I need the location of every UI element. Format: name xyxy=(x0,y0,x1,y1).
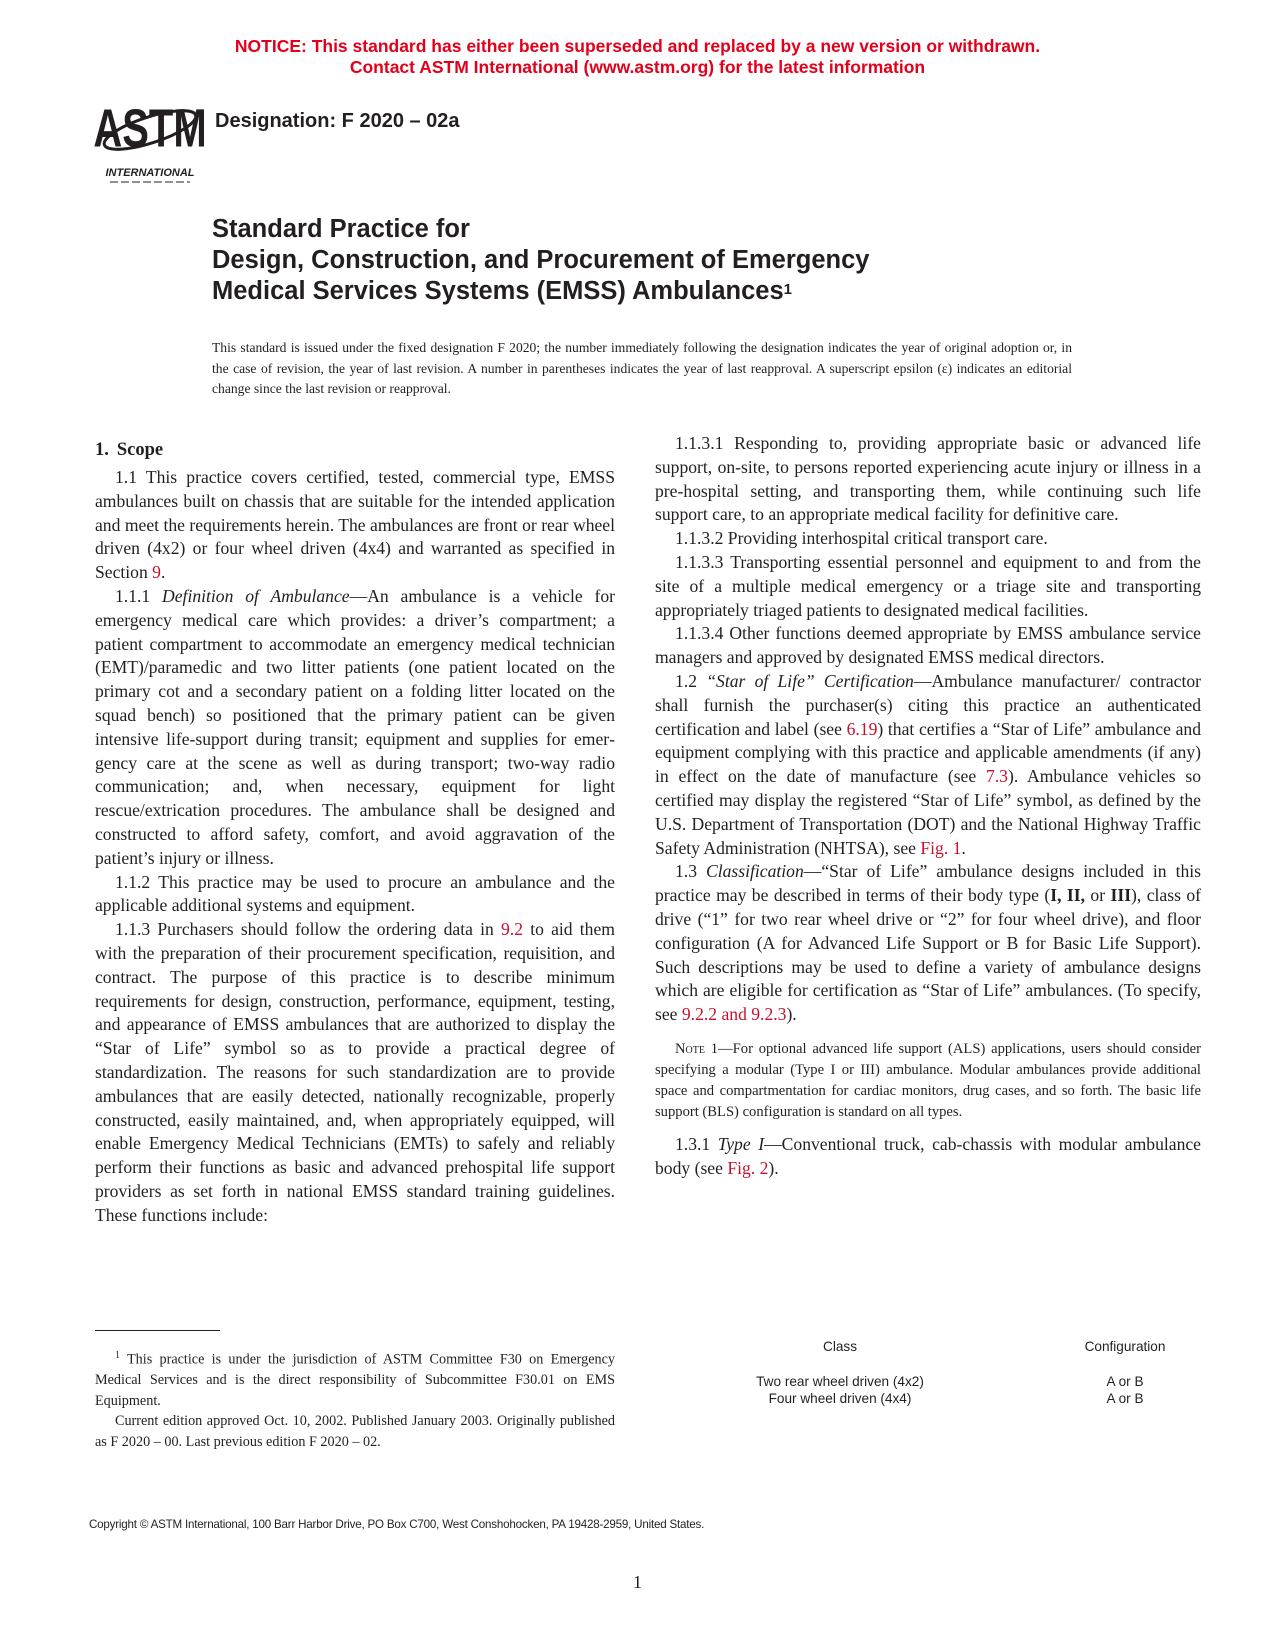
page-title xyxy=(212,214,869,307)
paragraph-1-1-3-4: 1.1.3.4 Other functions deemed appropriate by EMSS ambulance service managers and approved by designated EMSS medical directors. xyxy=(655,623,1201,668)
paragraph-1-1-3-2: 1.1.3.2 Providing interhospital critical transport care. xyxy=(675,528,1048,549)
footnote-jurisdiction: $^1$ This practice is under the jurisdiction of ASTM Committee F30 on Emergency Medical Services and is the direct responsibility of Subcommittee F30.01 on EMS Equipment. xyxy=(95,1350,615,1409)
issuance-statement: This standard is issued under the fixed designation F 2020; the number immediately following the designation indicates the year of original adoption or, in the case of revision, the year of last revision. A number in parentheses indicates the year of last reapproval. A superscript epsilon (ε) indicates an editorial change since the last revision or reapproval. xyxy=(212,340,1072,396)
link-section-9[interactable]: 9 xyxy=(152,562,161,583)
left-column xyxy=(95,437,615,1228)
table-cell: Two rear wheel driven (4x2) xyxy=(756,1374,924,1389)
link-6-19[interactable]: 6.19 xyxy=(846,718,878,739)
title-line-1: Standard Practice for xyxy=(212,215,470,243)
section-heading-scope: 1. Scope xyxy=(95,440,164,460)
paragraph-1-2: 1.2 “Star of Life” Certification—Ambulance manufacturer/ contractor shall furnish the purchaser(s) citing this practice an authenticated certification and label (see 6.19) that certifies a “Star of Life” ambulance and equipment complying with this practice and applicable amendments (if any) in effect on the date of manufacture (see 7.3). Ambulance vehicles so certified may display the registered “Star of Life” symbol, as defined by the U.S. Department of Transportation (DOT) and the National Highway Traffic Safety Administration (NHTSA), see Fig. 1. xyxy=(655,670,1201,858)
title-line-2: Design, Construction, and Procurement of Emergency xyxy=(212,246,870,274)
class-configuration-table xyxy=(690,1338,1260,1407)
footnote xyxy=(95,1346,615,1452)
link-fig-1[interactable]: Fig. 1 xyxy=(920,837,962,858)
column-header-configuration: Configuration xyxy=(1084,1339,1166,1354)
title-line-3: Medical Services Systems (EMSS) Ambulances$^1$ xyxy=(212,277,792,305)
table-row xyxy=(690,1390,1260,1407)
astm-logo-icon xyxy=(94,90,206,190)
link-fig-2[interactable]: Fig. 2 xyxy=(727,1157,769,1178)
svg-text:ASTM: ASTM xyxy=(94,98,206,160)
title-footnote-marker: 1 xyxy=(783,281,792,298)
copyright-notice: Copyright © ASTM International, 100 Barr Harbor Drive, PO Box C700, West Conshohocken, PA 19428-2959, United States. xyxy=(89,1518,705,1531)
notice-line-2: Contact ASTM International (www.astm.org) for the latest information xyxy=(349,57,926,77)
paragraph-1-1-1: 1.1.1 Definition of Ambulance—An ambulance is a vehicle for emergency medical care which provides: a driver’s compartment; a patient compartment to accommodate an emergency medical technician (EMT)/paramedic and two litter patients (one patient located on the primary cot and a secondary patient on a folding litter located on the squad bench) so positioned that the primary patient can be given intensive life-support during transit; equipment and supplies for emergency care at the scene as well as during transport; two-way radio communication; and, when necessary, equipment for light rescue/extrication procedures. The ambulance shall be designed and constructed to afford safety, comfort, and avoid aggravation of the patient’s injury or illness. xyxy=(95,585,615,868)
link-7-3[interactable]: 7.3 xyxy=(985,766,1008,787)
link-9-2-2-and-9-2-3[interactable]: 9.2.2 and 9.2.3 xyxy=(681,1004,787,1025)
table-header-row xyxy=(690,1338,1260,1373)
supersede-notice xyxy=(0,36,1275,78)
designation: Designation: F 2020 – 02a xyxy=(215,110,460,132)
link-9-2[interactable]: 9.2 xyxy=(501,919,523,940)
paragraph-1-1-3: 1.1.3 Purchasers should follow the ordering data in 9.2 to aid them with the preparation of their procurement specification, requisition, and contract. The purpose of this practice is to describe minimum requirements for design, construction, performance, equipment, testing, and appearance of EMSS ambulances that are authorized to display the “Star of Life” symbol so as to provide a practical degree of standardization. The reasons for such standardization are to provide ambulances that are easily detected, nationally recognizable, properly constructed, easily maintained, and, when appropriately equipped, will enable Emergency Medical Technicians (EMTs) to safely and reliably perform their functions as basic and advanced prehospital life support providers as set forth in national EMSS standard training guidelines. These functions include: xyxy=(95,919,615,1225)
footnote-edition: Current edition approved Oct. 10, 2002. Published January 2003. Originally published as F 2020 – 00. Last previous edition F 2020 – 02. xyxy=(95,1413,615,1450)
page-number: 1 xyxy=(633,1572,642,1592)
right-column xyxy=(655,432,1201,1181)
table-cell: A or B xyxy=(1106,1374,1144,1389)
paragraph-1-1: 1.1 This practice covers certified, tested, commercial type, EMSS ambulances built on chassis that are suitable for the intended application and meet the requirements herein. The ambulances are front or rear wheel driven (4x2) or four wheel driven (4x4) and warranted as specified in Section 9. xyxy=(95,467,615,583)
column-header-class: Class xyxy=(823,1339,857,1354)
paragraph-1-3-1: 1.3.1 Type I—Conventional truck, cab-chassis with modular ambulance body (see Fig. 2). xyxy=(655,1133,1201,1178)
table-cell: A or B xyxy=(1106,1391,1144,1406)
note-1: Note 1—For optional advanced life support (ALS) applications, users should consider specifying a modular (Type I or III) ambulance. Modular ambulances provide additional space and compartmentation for cardiac monitors, drug cases, and so forth. The basic life support (BLS) configuration is standard on all types. xyxy=(655,1040,1201,1120)
paragraph-1-3: 1.3 Classification—“Star of Life” ambulance designs included in this practice may be described in terms of their body type (I, II, or III), class of drive (“1” for two rear wheel drive or “2” for four wheel drive), and floor configuration (A for Advanced Life Support or B for Basic Life Support). Such descriptions may be used to define a variety of ambulance designs which are eligible for certification as “Star of Life” ambulances. (To specify, see 9.2.2 and 9.2.3). xyxy=(655,861,1202,1025)
paragraph-1-1-3-3: 1.1.3.3 Transporting essential personnel and equipment to and from the site of a multiple medical emergency or a triage site and transporting appropriately triaged patients to designated medical facilities. xyxy=(655,551,1201,620)
table-cell: Four wheel driven (4x4) xyxy=(768,1391,912,1406)
table-row xyxy=(690,1373,1260,1390)
footnote-divider xyxy=(95,1330,220,1331)
svg-text:INTERNATIONAL: INTERNATIONAL xyxy=(105,167,195,179)
footnote-marker: 1 xyxy=(115,1350,120,1361)
notice-line-1: NOTICE: This standard has either been superseded and replaced by a new version or withdrawn. xyxy=(234,36,1041,56)
paragraph-1-1-2: 1.1.2 This practice may be used to procure an ambulance and the applicable additional systems and equipment. xyxy=(95,871,615,916)
paragraph-1-1-3-1: 1.1.3.1 Responding to, providing appropriate basic or advanced life support, on-site, to persons reported experiencing acute injury or illness in a pre-hospital setting, and transporting them, while continuing such life support care, to an appropriate medical facility for definitive care. xyxy=(655,433,1201,525)
